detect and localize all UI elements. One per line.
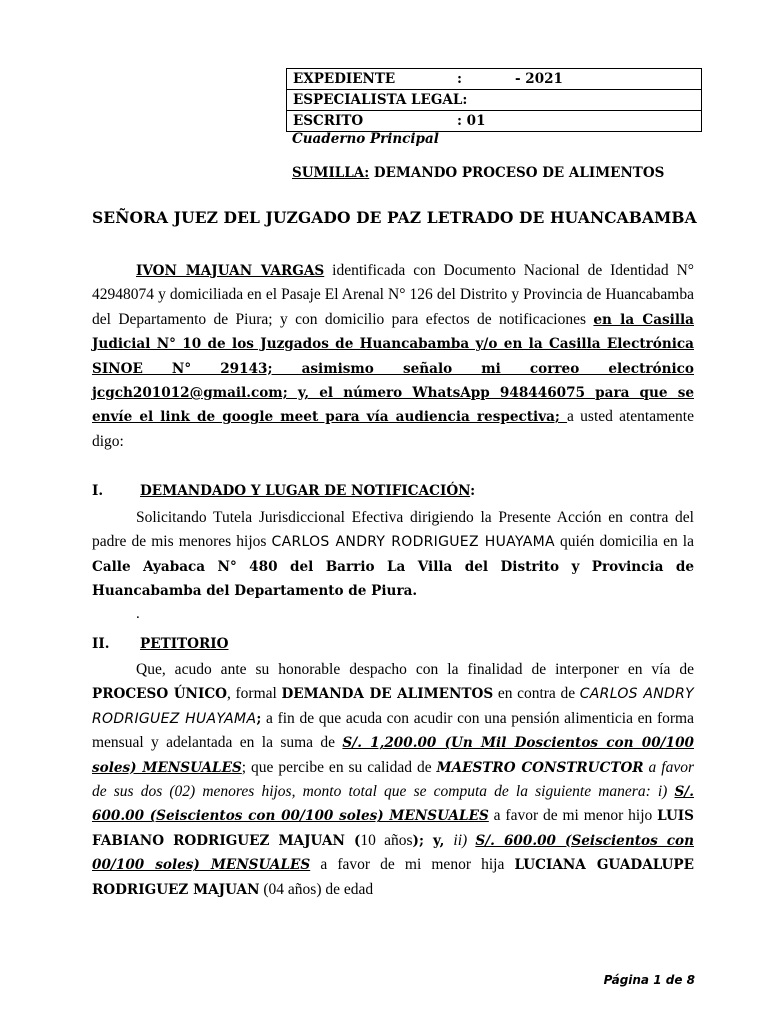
page-number: Página 1 de 8 xyxy=(603,973,695,987)
amount-child-2: S/. 600.00 (Seiscientos con 00/100 soles) MENSUALES xyxy=(92,832,694,874)
expediente-separator: : xyxy=(457,71,462,87)
section-1-number: I. xyxy=(92,483,104,499)
sumilla-text: DEMANDO PROCESO DE ALIMENTOS xyxy=(369,165,665,181)
case-header-table xyxy=(286,68,702,132)
petitorio-semicolon: ; xyxy=(256,710,262,727)
plaintiff-name: IVON MAJUAN VARGAS xyxy=(136,263,325,279)
especialista-label: ESPECIALISTA LEGAL: xyxy=(287,90,702,111)
defendant-name: CARLOS ANDRY RODRIGUEZ HUAYAMA xyxy=(271,534,555,551)
addressee-heading: SEÑORA JUEZ DEL JUZGADO DE PAZ LETRADO DE HUANCABAMBA xyxy=(92,208,697,227)
petitorio-text-9: ii) xyxy=(453,831,476,849)
child-1-name: LUIS FABIANO RODRIGUEZ MAJUAN ( xyxy=(92,808,694,849)
petitorio-text-11: (04 años) de edad xyxy=(259,880,374,898)
expediente-label: EXPEDIENTE xyxy=(293,71,396,87)
section-1-colon: : xyxy=(470,483,476,499)
petitorio-text-3: en contra de xyxy=(493,685,580,703)
section-1-heading xyxy=(92,483,475,499)
sumilla-label: SUMILLA: xyxy=(292,165,370,181)
petitorio-text-7: a favor de mi menor hijo xyxy=(488,807,658,825)
defendant-occupation: MAESTRO CONSTRUCTOR xyxy=(436,759,644,776)
petitorio-paragraph xyxy=(92,658,694,902)
intro-paragraph xyxy=(92,259,694,454)
especialista-row xyxy=(287,90,702,111)
separator-dot: . xyxy=(136,606,140,622)
section-1-text-1: Solicitando Tutela Jurisdiccional Efectiva dirigiendo la Presente Acción en contra del padre de mis menores hijos xyxy=(92,509,694,551)
petitorio-text-4: a fin de que acuda con acudir con una pensión alimenticia en forma mensual y adelantada en la suma de xyxy=(92,709,694,752)
expediente-row xyxy=(287,69,702,90)
sumilla xyxy=(292,165,664,181)
section-1-paragraph xyxy=(92,506,694,604)
section-2-title: PETITORIO xyxy=(140,636,229,652)
cuaderno-label: Cuaderno Principal xyxy=(292,131,439,147)
petitorio-defendant-name: CARLOS ANDRY RODRIGUEZ HUAYAMA xyxy=(92,686,694,727)
petitorio-text-2: , formal xyxy=(227,685,282,703)
petitorio-text-5: ; que percibe en su calidad de xyxy=(241,758,437,776)
escrito-row xyxy=(287,111,702,132)
child-2-name: LUCIANA GUADALUPE RODRIGUEZ MAJUAN xyxy=(92,857,694,898)
section-1-title: DEMANDADO Y LUGAR DE NOTIFICACIÓN xyxy=(140,483,471,499)
section-2-number: II. xyxy=(92,636,110,652)
intro-text-2: a usted atentamente digo: xyxy=(92,408,694,450)
child-1-age: 10 años xyxy=(360,831,413,849)
demand-type: DEMANDA DE ALIMENTOS xyxy=(281,686,494,703)
notification-details: en la Casilla Judicial N° 10 de los Juzgados de Huancabamba y/o en la Casilla Electrónica SINOE N° 29143; asimismo señalo mi correo electrónico jcgch201012@gmail.com; y, el número WhatsApp 948446075 para que se envíe el link de google meet para vía audiencia respectiva; xyxy=(92,311,694,426)
intro-text-1: identificada con Documento Nacional de Identidad N° 42948074 y domiciliada en el Pasaje El Arenal N° 126 del Distrito y Provincia de Huancabamba del Departamento de Piura; y con domicilio para efectos de notificaciones xyxy=(92,262,694,328)
petitorio-text-1: Que, acudo ante su honorable despacho con la finalidad de interponer en vía de xyxy=(136,661,694,678)
defendant-address: Calle Ayabaca N° 480 del Barrio La Villa del Distrito y Provincia de Huancabamba del Departamento de Piura. xyxy=(92,558,694,600)
petitorio-text-10: a favor de mi menor hija xyxy=(310,856,515,874)
section-2-heading xyxy=(92,636,229,652)
process-type: PROCESO ÚNICO xyxy=(92,686,227,703)
escrito-value: : 01 xyxy=(457,113,486,129)
section-1-text-2: quién domicilia en la xyxy=(554,533,694,551)
amount-child-1: S/. 600.00 (Seiscientos con 00/100 soles) MENSUALES xyxy=(92,784,694,825)
petitorio-conjunction: ); y, xyxy=(412,832,454,849)
petitorio-text-6: a favor de sus dos (02) menores hijos, monto total que se computa de la siguiente manera: i) xyxy=(92,758,694,801)
expediente-value: - 2021 xyxy=(515,71,563,87)
total-amount: S/. 1,200.00 (Un Mil Doscientos con 00/100 soles) MENSUALES xyxy=(92,735,694,776)
escrito-label: ESCRITO xyxy=(293,113,364,129)
